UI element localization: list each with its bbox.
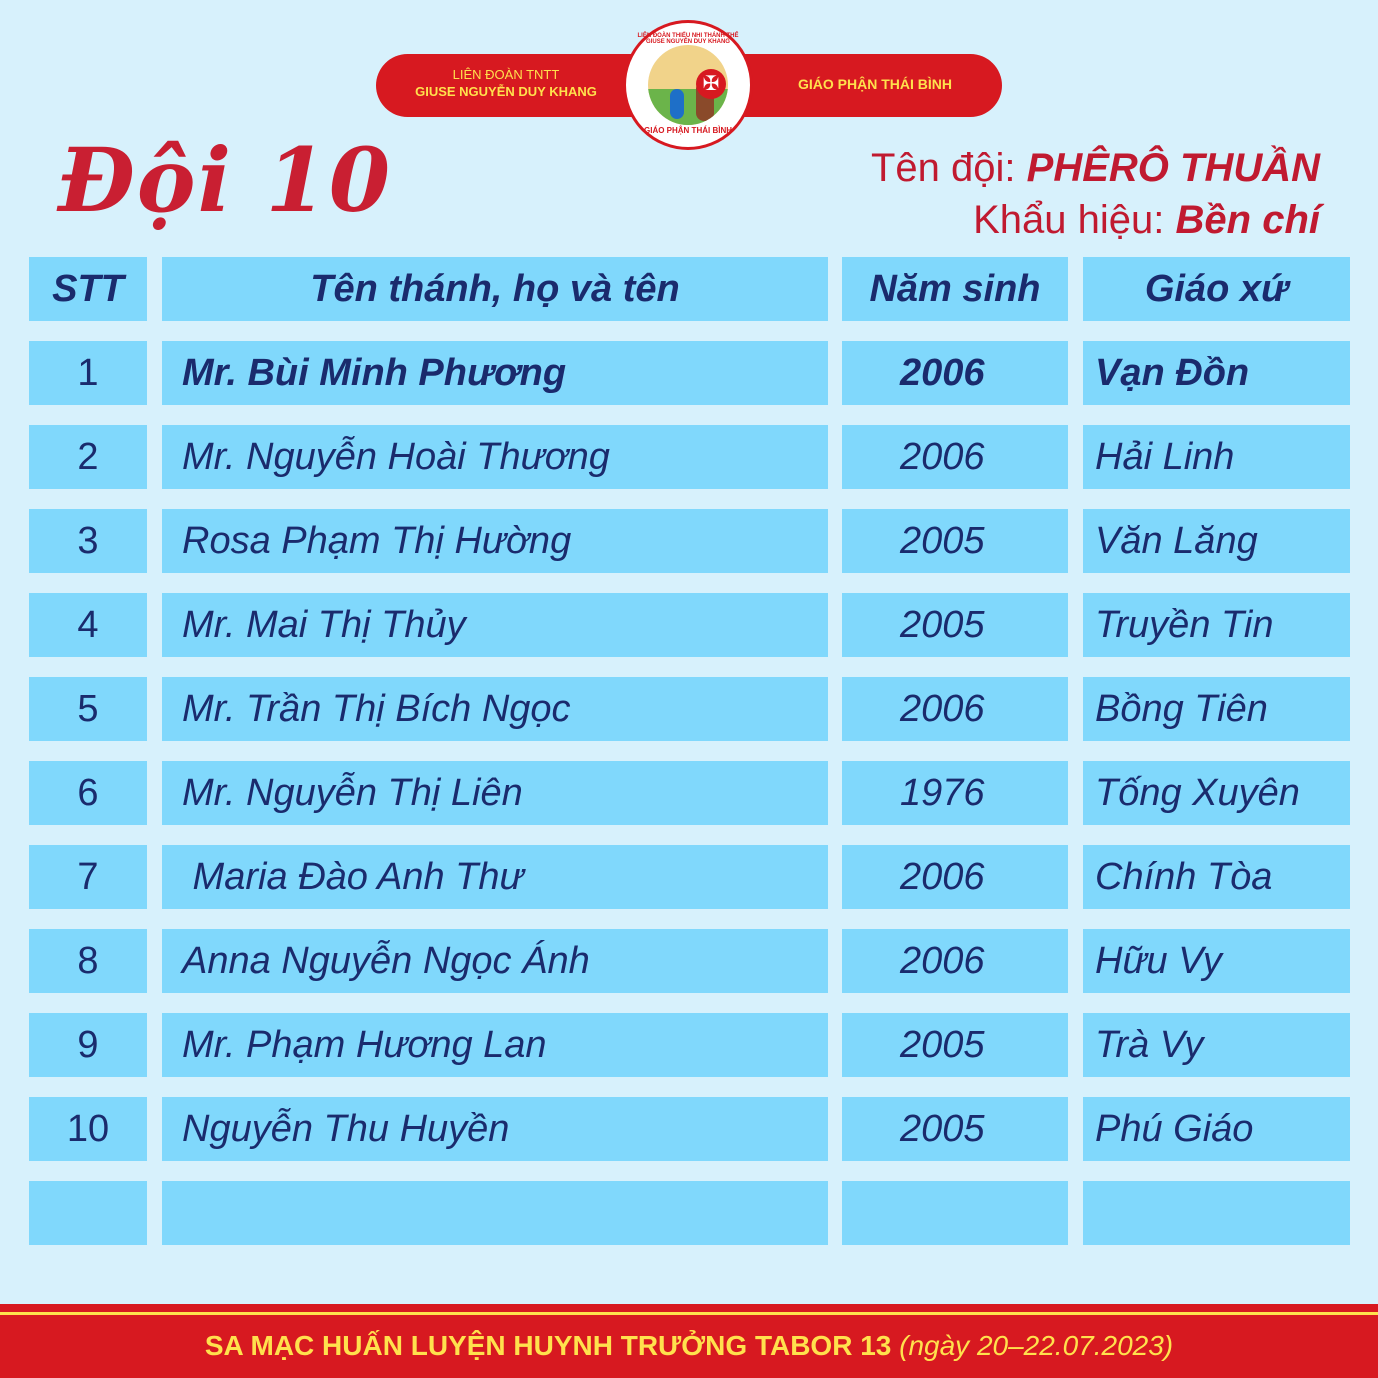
row-name: Mr. Mai Thị Thủy [162,593,828,657]
row-name: Mr. Nguyễn Hoài Thương [162,425,828,489]
row-year: 2005 [842,1097,1068,1161]
row-year: 1976 [842,761,1068,825]
row-year: 2005 [842,1013,1068,1077]
header-name: Tên thánh, họ và tên [162,257,828,321]
row-parish: Tống Xuyên [1083,761,1350,825]
team-motto-value: Bền chí [1175,198,1320,242]
row-year: 2006 [842,845,1068,909]
row-name: Mr. Nguyễn Thị Liên [162,761,828,825]
row-stt: 10 [29,1097,147,1161]
footer-event: SA MẠC HUẤN LUYỆN HUYNH TRƯỞNG TABOR 13 [204,1330,900,1361]
row-name: Rosa Phạm Thị Hường [162,509,828,573]
header-parish: Giáo xứ [1083,257,1350,321]
team-motto-label: Khẩu hiệu: [973,198,1176,242]
team-motto-line [871,194,1320,246]
row-parish: Trà Vy [1083,1013,1350,1077]
row-name: Mr. Phạm Hương Lan [162,1013,828,1077]
logo-top-text: LIÊN ĐOÀN THIẾU NHI THÁNH THỂ GIUSE NGUYỄN DUY KHANG [637,33,739,45]
team-name-label: Tên đội: [871,146,1027,190]
federation-logo [623,20,753,150]
row-stt: 7 [29,845,147,909]
row-stt: 6 [29,761,147,825]
row-name: Nguyễn Thu Huyền [162,1097,828,1161]
row-name: Maria Đào Anh Thư [162,845,828,909]
row-year: 2006 [842,929,1068,993]
federation-line-1: LIÊN ĐOÀN TNTT [452,67,560,82]
row-stt [29,1181,147,1245]
row-name: Anna Nguyễn Ngọc Ánh [162,929,828,993]
row-year: 2006 [842,341,1068,405]
row-stt: 1 [29,341,147,405]
row-year: 2005 [842,593,1068,657]
row-name: Mr. Bùi Minh Phương [162,341,828,405]
row-stt: 8 [29,929,147,993]
team-info [871,142,1320,246]
row-stt: 3 [29,509,147,573]
team-name-line [871,142,1320,194]
row-parish: Văn Lăng [1083,509,1350,573]
row-year: 2006 [842,425,1068,489]
row-name [162,1181,828,1245]
row-year: 2006 [842,677,1068,741]
row-parish: Vạn Đồn [1083,341,1350,405]
header-stt: STT [29,257,147,321]
diocese-label: GIÁO PHẬN THÁI BÌNH [798,76,952,92]
row-parish: Hải Linh [1083,425,1350,489]
logo-bottom-text: GIÁO PHẬN THÁI BÌNH [644,126,732,135]
row-name: Mr. Trần Thị Bích Ngọc [162,677,828,741]
row-year [842,1181,1068,1245]
row-parish: Truyền Tin [1083,593,1350,657]
row-parish: Chính Tòa [1083,845,1350,909]
footer-caption [0,1330,1378,1362]
row-year: 2005 [842,509,1068,573]
row-stt: 5 [29,677,147,741]
federation-label [376,66,636,100]
row-stt: 4 [29,593,147,657]
footer-stripe [0,1312,1378,1315]
row-parish: Hữu Vy [1083,929,1350,993]
row-parish: Bồng Tiên [1083,677,1350,741]
team-title: Đội 10 [58,128,393,232]
federation-line-2: GIUSE NGUYỄN DUY KHANG [415,84,597,99]
logo-emblem-icon: ✠ [648,45,728,125]
row-stt: 9 [29,1013,147,1077]
header-year: Năm sinh [842,257,1068,321]
footer-bar [0,1304,1378,1378]
team-name-value: PHÊRÔ THUẦN [1026,146,1320,190]
row-parish [1083,1181,1350,1245]
row-stt: 2 [29,425,147,489]
row-parish: Phú Giáo [1083,1097,1350,1161]
footer-date: (ngày 20–22.07.2023) [899,1330,1174,1361]
